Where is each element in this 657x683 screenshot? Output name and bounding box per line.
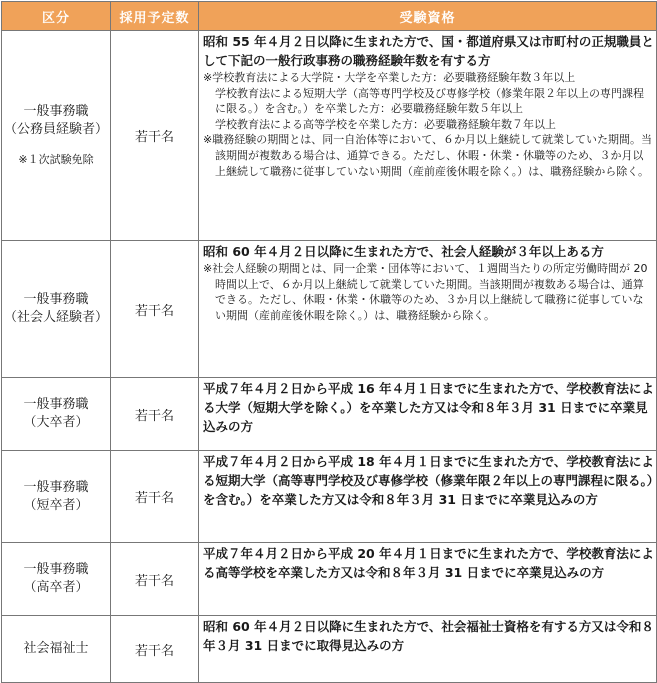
qualification-cell (199, 616, 657, 683)
category-name: 一般事務職 (23, 397, 89, 412)
category-sub: （大卒者） (23, 415, 89, 430)
category-name: 一般事務職 (23, 103, 89, 119)
recruitment-table (1, 1, 657, 683)
count-cell: 若干名 (111, 241, 199, 378)
count-cell: 若干名 (111, 378, 199, 451)
category-name: 一般事務職 (23, 562, 89, 577)
category-name: 一般事務職 (23, 479, 89, 495)
category-cell (2, 31, 111, 241)
count-cell: 若干名 (111, 543, 199, 616)
category-cell (2, 378, 111, 451)
table-row (2, 616, 657, 683)
qualification-notes (203, 261, 654, 323)
qualification-notes (203, 70, 654, 179)
category-name: 社会福祉士 (23, 641, 89, 656)
category-note: ※１次試験免除 (18, 152, 94, 166)
table-row (2, 31, 657, 241)
qualification-main: 昭和 55 年４月２日以降に生まれた方で、国・都道府県又は市町村の正規職員として下記の一般行政事務の職務経験年数を有する方 (203, 34, 654, 68)
table-row (2, 378, 657, 451)
qualification-main: 平成７年４月２日から平成 16 年４月１日までに生まれた方で、学校教育法による大学（短期大学を除く。）を卒業した方又は令和８年３月 31 日までに卒業見込みの方 (203, 381, 654, 434)
category-cell (2, 451, 111, 543)
table-row (2, 241, 657, 378)
qualification-main: 平成７年４月２日から平成 20 年４月１日までに生まれた方で、学校教育法による高等学校を卒業した方又は令和８年３月 31 日までに卒業見込みの方 (203, 546, 654, 580)
category-cell (2, 616, 111, 683)
category-cell (2, 543, 111, 616)
category-name: 一般事務職 (23, 292, 89, 307)
table-row (2, 543, 657, 616)
header-qualification: 受験資格 (199, 2, 657, 31)
category-sub: （短卒者） (23, 497, 89, 513)
table-header-row (2, 2, 657, 31)
note-item: 学校教育法による短期大学（高等専門学校及び専修学校（修業年限２年以上の専門課程に限る。）を含む。）を卒業した方：必要職務経験年数５年以上 (215, 86, 644, 116)
header-category: 区分 (2, 2, 111, 31)
qualification-main: 昭和 60 年４月２日以降に生まれた方で、社会人経験が３年以上ある方 (203, 244, 604, 259)
note-item: ※職務経験の期間とは、同一自治体等において、６か月以上継続して就業していた期間。当該期間が複数ある場合は、通算できる。ただし、休暇・休業・休職等のため、３か月以上継続して職務に従事していない期間（産前産後休暇を除く。）は、職務経験から除く。 (203, 133, 652, 178)
category-sub: （社会人経験者） (4, 310, 109, 325)
qualification-cell (199, 241, 657, 378)
qualification-cell (199, 31, 657, 241)
count-cell: 若干名 (111, 451, 199, 543)
category-sub: （公務員経験者） (4, 121, 109, 137)
qualification-main: 平成７年４月２日から平成 18 年４月１日までに生まれた方で、学校教育法による短期大学（高等専門学校及び専修学校（修業年限２年以上の専門課程に限る。）を含む。）を卒業した方又は令和８年３月 31 日までに卒業見込みの方 (203, 454, 654, 507)
category-sub: （高卒者） (23, 580, 89, 595)
count-cell: 若干名 (111, 31, 199, 241)
count-cell: 若干名 (111, 616, 199, 683)
table-row (2, 451, 657, 543)
category-cell (2, 241, 111, 378)
qualification-cell (199, 378, 657, 451)
note-item: ※学校教育法による大学院・大学を卒業した方：必要職務経験年数３年以上 (203, 71, 576, 84)
qualification-main: 昭和 60 年４月２日以降に生まれた方で、社会福祉士資格を有する方又は令和８年３月 31 日までに取得見込みの方 (203, 619, 654, 653)
header-count: 採用予定数 (111, 2, 199, 31)
note-item: ※社会人経験の期間とは、同一企業・団体等において、１週間当たりの所定労働時間が 20 時間以上で、６か月以上継続して就業していた期間。当該期間が複数ある場合は、通算できる。ただし、休暇・休業・休職等のため、３か月以上継続して職務に従事していない期間（産前産後休暇を除く。）は、職務経験から除く。 (203, 262, 648, 322)
qualification-cell (199, 543, 657, 616)
note-item: 学校教育法による高等学校を卒業した方：必要職務経験年数７年以上 (215, 117, 556, 131)
qualification-cell (199, 451, 657, 543)
